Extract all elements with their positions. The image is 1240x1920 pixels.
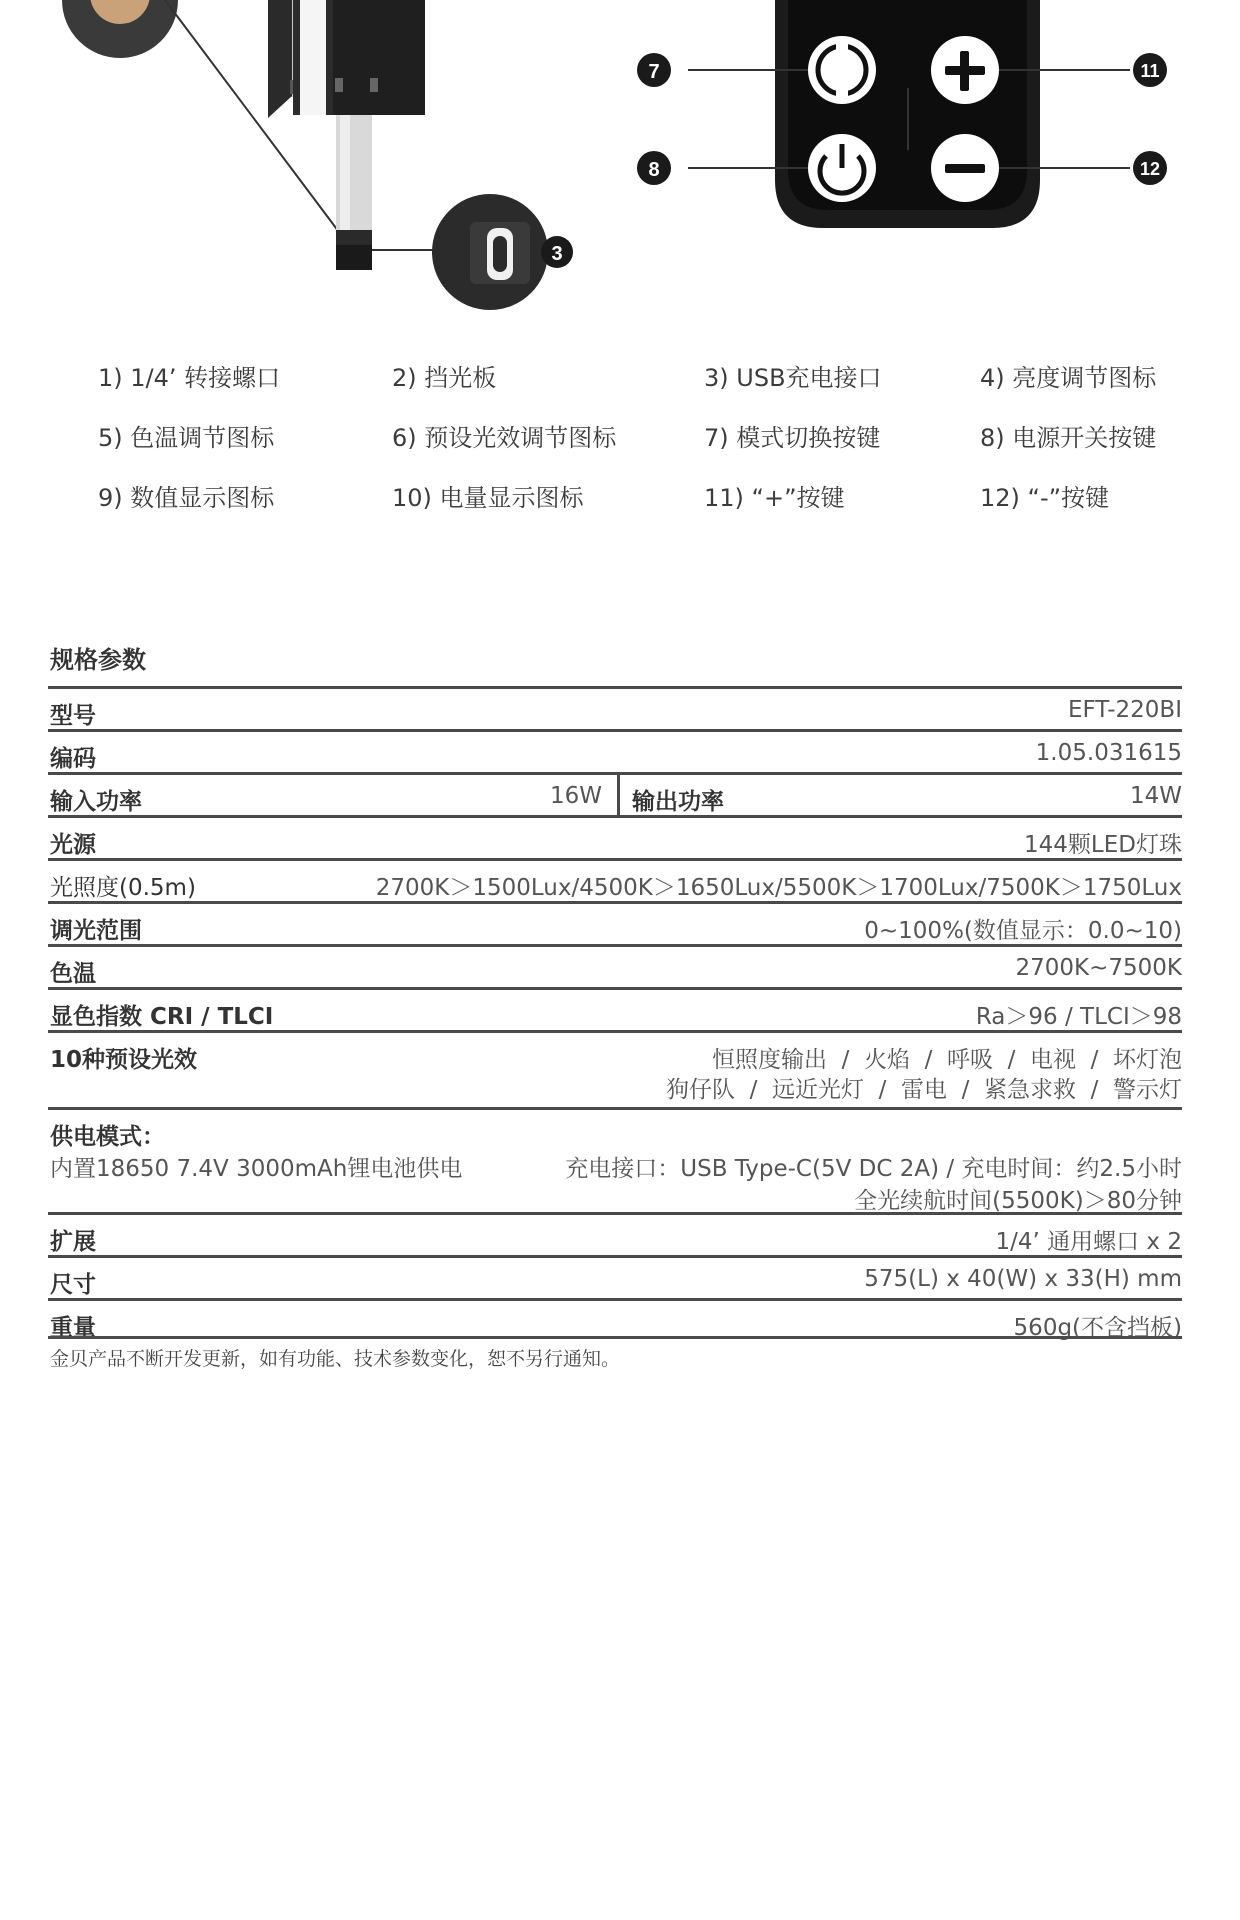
spec-value-dimming: 0~100%(数值显示：0.0~10) <box>864 918 1182 944</box>
spec-value-effects-line2: 狗仔队 / 远近光灯 / 雷电 / 紧急求救 / 警示灯 <box>666 1077 1182 1103</box>
legend-item-1: 1) 1/4’ 转接螺口 <box>98 364 281 392</box>
spec-row-model <box>48 686 1182 729</box>
legend-item-11: 11) “+”按键 <box>704 484 845 512</box>
spec-label-dimming: 调光范围 <box>50 918 142 944</box>
spec-row-size <box>48 1255 1182 1298</box>
specs-title: 规格参数 <box>50 646 146 674</box>
spec-row-expansion <box>48 1212 1182 1255</box>
legend-item-10: 10) 电量显示图标 <box>392 484 584 512</box>
spec-label-effects: 10种预设光效 <box>50 1047 198 1073</box>
power-button-icon <box>808 134 876 202</box>
legend-item-5: 5) 色温调节图标 <box>98 424 275 452</box>
callout-8 <box>637 151 671 185</box>
spec-value-code: 1.05.031615 <box>1035 740 1182 766</box>
callout-11 <box>1133 53 1167 87</box>
mode-switch-button-icon <box>808 36 876 104</box>
spec-label-expansion: 扩展 <box>50 1229 96 1255</box>
spec-label-input-power: 输入功率 <box>50 789 142 815</box>
disclaimer-footnote: 金贝产品不断开发更新，如有功能、技术参数变化，恕不另行通知。 <box>50 1348 621 1370</box>
spec-row-power <box>48 772 1182 815</box>
spec-row-weight <box>48 1298 1182 1341</box>
usb-port-zoom-icon <box>372 194 548 310</box>
callout-3 <box>541 236 573 268</box>
spec-row-color-temp <box>48 944 1182 987</box>
svg-text:12: 12 <box>1139 159 1161 179</box>
spec-label-code: 编码 <box>50 746 96 772</box>
spec-value-illuminance: 2700K＞1500Lux/4500K＞1650Lux/5500K＞1700Lux/7500K＞1750Lux <box>375 875 1182 901</box>
legend-item-2: 2) 挡光板 <box>392 364 497 392</box>
product-diagram <box>0 0 1240 320</box>
table-bottom-border <box>48 1336 1182 1339</box>
spec-label-light-source: 光源 <box>50 832 96 858</box>
spec-value-power-supply-line2: 全光续航时间(5500K)＞80分钟 <box>854 1188 1182 1214</box>
legend-item-8: 8) 电源开关按键 <box>980 424 1157 452</box>
spec-value-power-supply-line1: 充电接口：USB Type-C(5V DC 2A) / 充电时间：约2.5小时 <box>565 1156 1182 1182</box>
spec-label-illuminance: 光照度(0.5m) <box>50 875 196 901</box>
spec-value-effects-line1: 恒照度输出 / 火焰 / 呼吸 / 电视 / 坏灯泡 <box>712 1047 1182 1073</box>
spec-value-expansion: 1/4’ 通用螺口 x 2 <box>995 1229 1182 1255</box>
legend-item-6: 6) 预设光效调节图标 <box>392 424 617 452</box>
spec-row-light-source <box>48 815 1182 858</box>
light-stick-illustration <box>268 0 425 270</box>
callout-12 <box>1133 151 1167 185</box>
legend-item-7: 7) 模式切换按键 <box>704 424 881 452</box>
minus-button-icon <box>931 134 999 202</box>
callout-7 <box>637 53 671 87</box>
control-panel-illustration <box>775 0 1040 228</box>
power-divider <box>617 775 620 817</box>
svg-text:3: 3 <box>551 243 563 265</box>
spec-value-cri: Ra＞96 / TLCI＞98 <box>975 1004 1182 1030</box>
svg-text:7: 7 <box>648 61 660 83</box>
spec-label-output-power: 输出功率 <box>632 789 724 815</box>
spec-sub-power-supply: 内置18650 7.4V 3000mAh锂电池供电 <box>50 1156 463 1182</box>
spec-label-size: 尺寸 <box>50 1272 96 1298</box>
legend-item-9: 9) 数值显示图标 <box>98 484 275 512</box>
spec-label-weight: 重量 <box>50 1315 96 1341</box>
spec-row-dimming <box>48 901 1182 944</box>
spec-value-color-temp: 2700K~7500K <box>1015 955 1182 981</box>
spec-row-cri <box>48 987 1182 1030</box>
spec-label-color-temp: 色温 <box>50 961 96 987</box>
spec-row-illuminance <box>48 858 1182 901</box>
screw-knob-illustration <box>62 0 178 58</box>
spec-row-power-supply <box>48 1107 1182 1212</box>
spec-row-code <box>48 729 1182 772</box>
spec-value-output-power: 14W <box>1129 783 1182 809</box>
legend-item-12: 12) “-”按键 <box>980 484 1110 512</box>
spec-value-light-source: 144颗LED灯珠 <box>1024 832 1182 858</box>
spec-label-model: 型号 <box>50 703 96 729</box>
plus-button-icon <box>931 36 999 104</box>
spec-label-power-supply: 供电模式： <box>50 1124 165 1150</box>
spec-value-input-power: 16W <box>549 783 602 809</box>
spec-value-weight: 560g(不含挡板) <box>1013 1315 1182 1341</box>
legend-item-3: 3) USB充电接口 <box>704 364 882 392</box>
spec-row-effects <box>48 1030 1182 1107</box>
spec-label-cri: 显色指数 CRI / TLCI <box>50 1004 274 1030</box>
svg-text:11: 11 <box>1140 61 1160 81</box>
svg-text:8: 8 <box>648 159 660 181</box>
spec-value-size: 575(L) x 40(W) x 33(H) mm <box>864 1266 1182 1292</box>
spec-value-model: EFT-220BI <box>1067 697 1182 723</box>
legend-item-4: 4) 亮度调节图标 <box>980 364 1157 392</box>
